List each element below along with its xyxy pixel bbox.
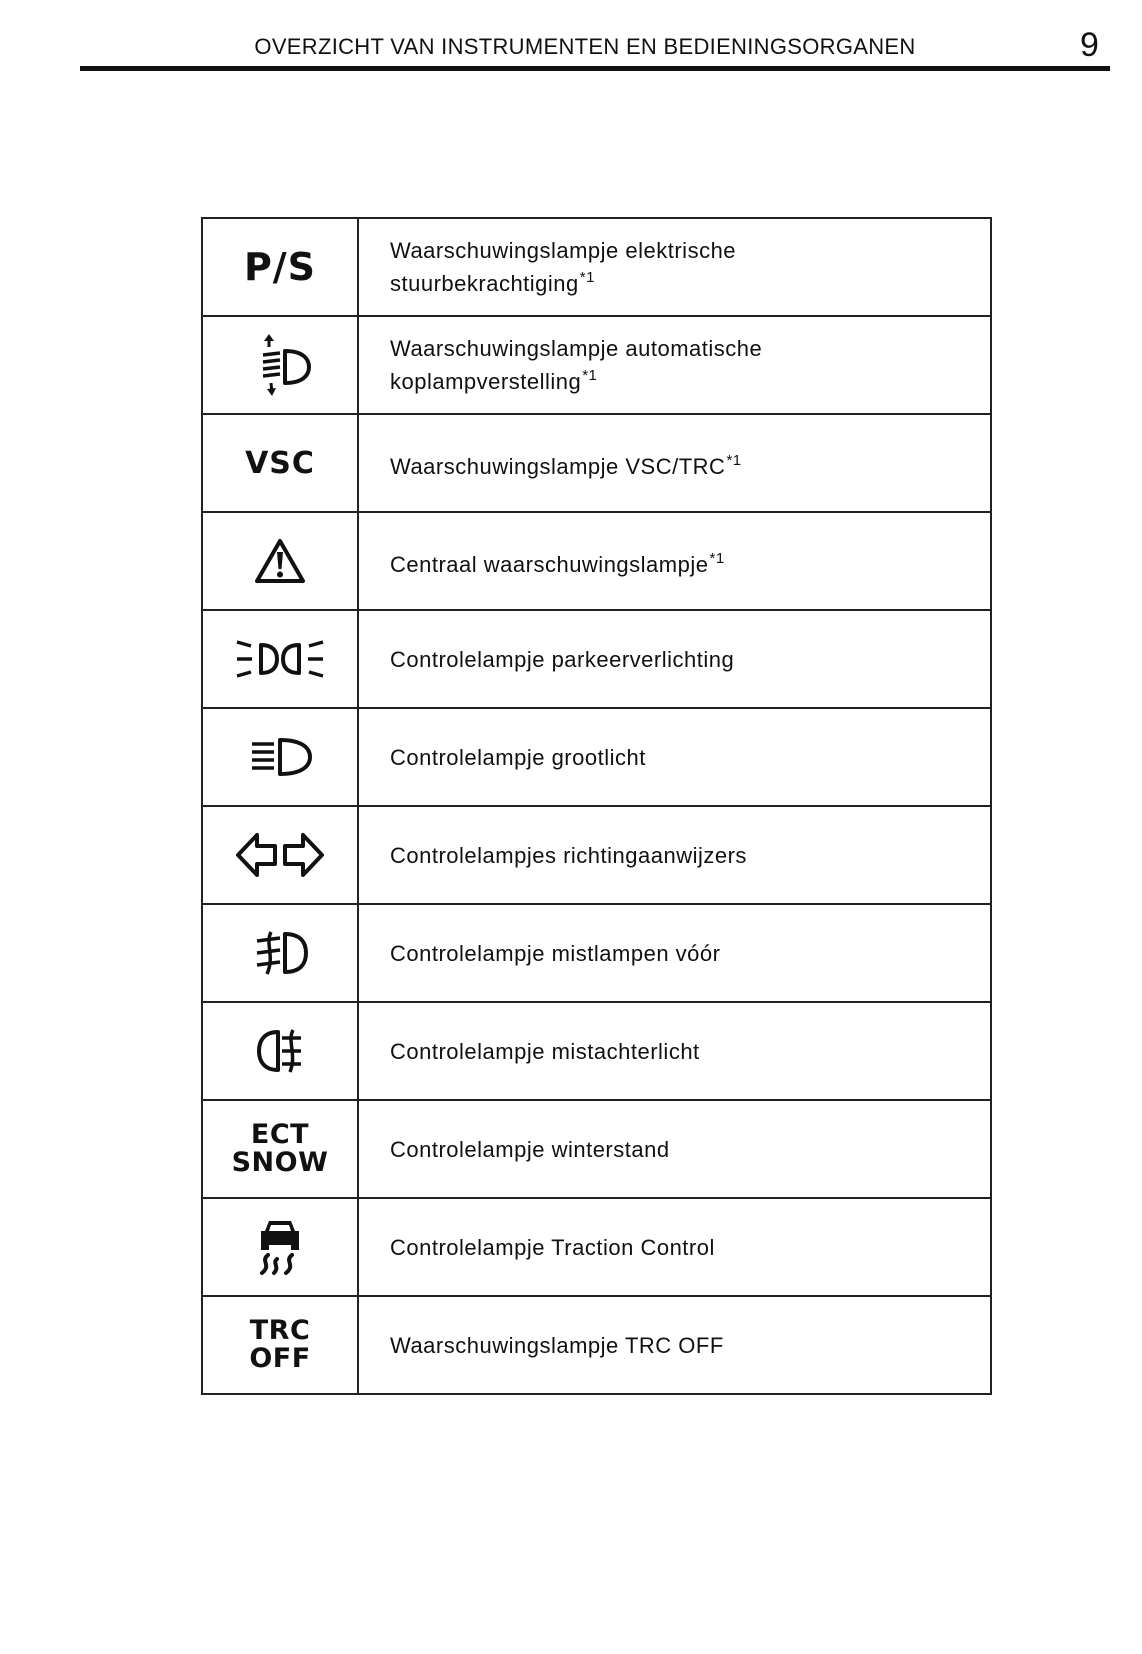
headlight-leveling-icon — [245, 333, 315, 397]
footnote-marker: *1 — [726, 451, 742, 469]
icon-cell — [202, 316, 358, 414]
traction-control-icon — [252, 1217, 308, 1277]
page-title: OVERZICHT VAN INSTRUMENTEN EN BEDIENINGSORGANEN — [254, 34, 916, 59]
icon-cell — [202, 1198, 358, 1296]
label-cell — [358, 414, 991, 512]
row-label: Centraal waarschuwingslampje$^{*1}$ — [390, 549, 725, 577]
row-label: Waarschuwingslampje VSC/TRC$^{*1}$ — [390, 451, 742, 479]
label-cell — [358, 610, 991, 708]
ect-snow-icon — [232, 1121, 329, 1177]
label-cell — [358, 1296, 991, 1394]
header-rule — [80, 66, 1110, 71]
label-cell — [358, 708, 991, 806]
icon-cell — [202, 806, 358, 904]
warning-triangle-icon — [254, 538, 306, 584]
table-row — [202, 708, 991, 806]
icon-cell — [202, 1002, 358, 1100]
table-row — [202, 512, 991, 610]
row-label: Controlelampje mistachterlicht — [390, 1038, 700, 1064]
table-row — [202, 1296, 991, 1394]
row-label: Controlelampjes richtingaanwijzers — [390, 842, 747, 868]
footnote-marker: *1 — [709, 549, 725, 567]
ect-snow-line-2: SNOW — [231, 1147, 329, 1178]
row-label: Controlelampje grootlicht — [390, 744, 646, 770]
row-label-continued: koplampverstelling$^{*1}$ — [390, 367, 598, 394]
row-label: Controlelampje Traction Control — [390, 1234, 715, 1260]
ect-snow-line-1: ECT — [250, 1119, 310, 1150]
row-label: Waarschuwingslampje TRC OFF — [390, 1332, 724, 1358]
label-cell — [358, 904, 991, 1002]
icon-cell — [202, 904, 358, 1002]
table-row — [202, 1100, 991, 1198]
icon-cell — [202, 1100, 358, 1198]
table-row — [202, 806, 991, 904]
icon-cell — [202, 610, 358, 708]
label-cell — [358, 1100, 991, 1198]
label-cell — [358, 316, 991, 414]
icon-cell — [202, 218, 358, 316]
page-number: 9 — [1080, 26, 1099, 64]
row-label: Waarschuwingslampje elektrische — [390, 238, 737, 263]
footnote-marker: *1 — [579, 269, 595, 286]
table-row — [202, 904, 991, 1002]
row-label: Controlelampje winterstand — [390, 1136, 670, 1162]
icon-cell — [202, 512, 358, 610]
table-row — [202, 218, 991, 316]
icon-cell — [202, 1296, 358, 1394]
label-cell — [358, 1002, 991, 1100]
footnote-marker: *1 — [582, 367, 598, 384]
table-row — [202, 610, 991, 708]
label-cell — [358, 218, 991, 316]
table-row — [202, 1002, 991, 1100]
turn-signal-icon — [235, 830, 325, 880]
vsc-icon: VSC — [245, 445, 315, 481]
row-label: Waarschuwingslampje automatische — [390, 336, 763, 361]
table-row — [202, 414, 991, 512]
label-cell — [358, 806, 991, 904]
trc-off-line-1: TRC — [249, 1315, 311, 1346]
high-beam-icon — [244, 734, 316, 780]
indicator-table — [201, 217, 992, 1395]
table-row — [202, 1198, 991, 1296]
row-label: Controlelampje mistlampen vóór — [390, 940, 721, 966]
label-cell — [358, 512, 991, 610]
front-fog-icon — [249, 928, 311, 978]
table-row — [202, 316, 991, 414]
trc-off-line-2: OFF — [249, 1343, 311, 1374]
icon-cell — [202, 414, 358, 512]
label-cell — [358, 1198, 991, 1296]
row-label: Controlelampje parkeerverlichting — [390, 646, 735, 672]
rear-fog-icon — [254, 1026, 306, 1076]
power-steering-icon: P/S — [243, 245, 317, 289]
trc-off-icon — [249, 1317, 310, 1373]
parking-lights-icon — [230, 636, 330, 682]
row-label-continued: stuurbekrachtiging$^{*1}$ — [390, 269, 595, 296]
icon-cell — [202, 708, 358, 806]
